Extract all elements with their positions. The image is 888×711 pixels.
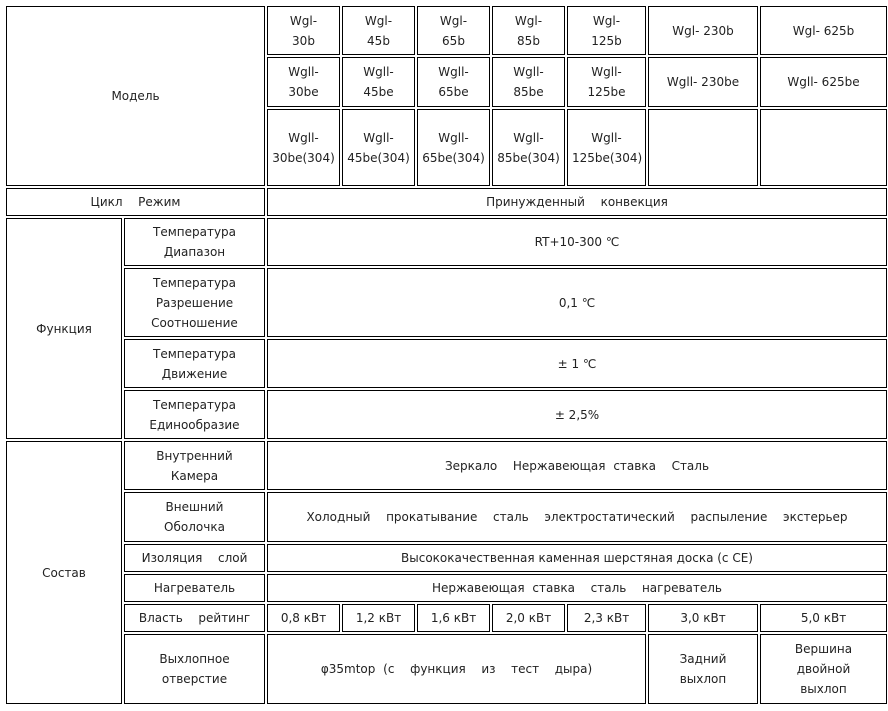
model-cell: Wgl- 625b — [760, 6, 887, 55]
function-param-value: RT+10-300 ℃ — [267, 218, 887, 266]
model-cell: Wgll- 625be — [760, 57, 887, 107]
composition-param-value: Холодный прокатывание сталь электростатический распыление экстерьер — [267, 492, 887, 542]
cycle-row — [6, 188, 887, 216]
function-row — [6, 218, 887, 266]
composition-param-label: Власть рейтинг — [124, 604, 265, 632]
function-label: Функция — [6, 218, 122, 439]
model-cell: Wgl- 125b — [567, 6, 646, 55]
function-param-value: ± 1 ℃ — [267, 339, 887, 388]
power-value: 1,6 кВт — [417, 604, 490, 632]
model-cell: Wgl- 45b — [342, 6, 415, 55]
function-row — [6, 339, 887, 388]
model-cell: Wgl- 65b — [417, 6, 490, 55]
exhaust-value: Задний выхлоп — [648, 634, 758, 704]
power-value: 3,0 кВт — [648, 604, 758, 632]
function-param-label: Температура Единообразие — [124, 390, 265, 439]
model-cell: Wgll- 65be(304) — [417, 109, 490, 186]
model-cell: Wgll- 230be — [648, 57, 758, 107]
model-label: Модель — [6, 6, 265, 186]
power-value: 0,8 кВт — [267, 604, 340, 632]
composition-row — [6, 634, 887, 704]
model-cell: Wgll- 85be(304) — [492, 109, 565, 186]
composition-param-value: Высококачественная каменная шерстяная доска (с CE) — [267, 544, 887, 572]
composition-param-value: Зеркало Нержавеющая ставка Сталь — [267, 441, 887, 490]
composition-param-label: Выхлопное отверстие — [124, 634, 265, 704]
composition-row — [6, 492, 887, 542]
function-param-value: 0,1 ℃ — [267, 268, 887, 337]
exhaust-value: Вершина двойной выхлоп — [760, 634, 887, 704]
model-cell: Wgl- 85b — [492, 6, 565, 55]
model-row-1 — [6, 6, 887, 55]
model-cell: Wgll- 30be(304) — [267, 109, 340, 186]
power-value: 1,2 кВт — [342, 604, 415, 632]
model-cell: Wgll- 125be(304) — [567, 109, 646, 186]
composition-param-label: Внешний Оболочка — [124, 492, 265, 542]
model-cell: Wgl- 30b — [267, 6, 340, 55]
function-param-value: ± 2,5% — [267, 390, 887, 439]
composition-row — [6, 604, 887, 632]
function-row — [6, 390, 887, 439]
composition-param-label: Внутренний Камера — [124, 441, 265, 490]
cycle-label: Цикл Режим — [6, 188, 265, 216]
model-cell: Wgll- 45be(304) — [342, 109, 415, 186]
composition-row — [6, 441, 887, 490]
power-value: 2,0 кВт — [492, 604, 565, 632]
model-cell: Wgll- 85be — [492, 57, 565, 107]
composition-param-value: Нержавеющая ставка сталь нагреватель — [267, 574, 887, 602]
model-cell: Wgll- 30be — [267, 57, 340, 107]
model-cell: Wgll- 65be — [417, 57, 490, 107]
model-cell-empty — [760, 109, 887, 186]
exhaust-value: φ35mtop (с функция из тест дыра) — [267, 634, 646, 704]
model-cell: Wgll- 125be — [567, 57, 646, 107]
composition-param-label: Нагреватель — [124, 574, 265, 602]
power-value: 5,0 кВт — [760, 604, 887, 632]
function-param-label: Температура Движение — [124, 339, 265, 388]
power-value: 2,3 кВт — [567, 604, 646, 632]
composition-row — [6, 574, 887, 602]
composition-param-label: Изоляция слой — [124, 544, 265, 572]
cycle-value: Принужденный конвекция — [267, 188, 887, 216]
composition-row — [6, 544, 887, 572]
function-row — [6, 268, 887, 337]
model-cell-empty — [648, 109, 758, 186]
model-cell: Wgl- 230b — [648, 6, 758, 55]
spec-table — [4, 4, 888, 706]
composition-label: Состав — [6, 441, 122, 704]
function-param-label: Температура Разрешение Соотношение — [124, 268, 265, 337]
model-cell: Wgll- 45be — [342, 57, 415, 107]
function-param-label: Температура Диапазон — [124, 218, 265, 266]
